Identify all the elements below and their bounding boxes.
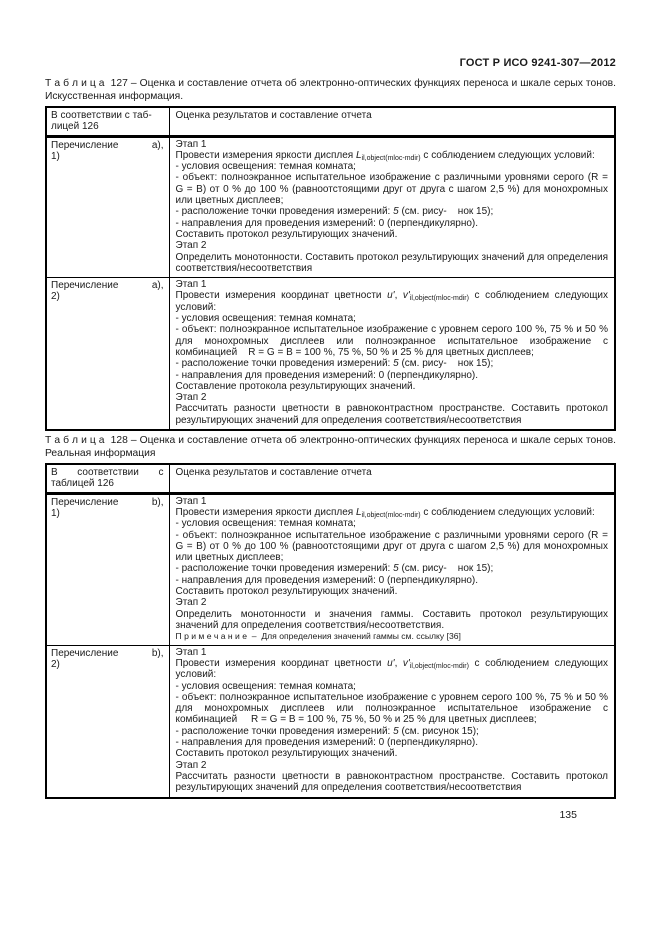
content-paragraph xyxy=(176,252,609,275)
variable: L xyxy=(355,506,362,518)
header-cell-reference: В соответствии с таблицей 126 xyxy=(46,464,169,493)
variable: 5 xyxy=(393,206,399,218)
row-label-cell: Перечисление а), 2) xyxy=(46,278,169,430)
content-paragraph xyxy=(176,748,609,759)
content-paragraph xyxy=(176,586,609,597)
gost-table xyxy=(45,106,616,431)
content-paragraph xyxy=(176,575,609,586)
content-paragraph xyxy=(176,358,609,369)
content-paragraph xyxy=(176,507,609,518)
variable: u' xyxy=(387,290,395,302)
table-row xyxy=(46,278,615,430)
text-run: Составить протокол результирующих значений. xyxy=(175,585,398,597)
gost-table xyxy=(45,463,616,799)
text-run: - расположение точки проведения измерений: xyxy=(175,358,394,370)
content-paragraph xyxy=(176,139,609,150)
content-paragraph xyxy=(176,370,609,381)
row-label-cell: Перечисление b), 2) xyxy=(46,645,169,797)
text-run: , xyxy=(394,657,403,669)
table-row xyxy=(46,493,615,645)
row-content-cell xyxy=(169,493,615,645)
row-content-cell xyxy=(169,136,615,278)
content-paragraph xyxy=(176,760,609,771)
row-content-cell xyxy=(169,645,615,797)
text-run: П р и м е ч а н и е – Для определения значений гаммы см. ссылку [36] xyxy=(175,631,461,642)
content-paragraph xyxy=(176,681,609,692)
text-run: Провести измерения координат цветности xyxy=(175,657,388,669)
text-run: (см. рису- нок 15); xyxy=(398,563,494,575)
text-run: Этап 2 xyxy=(175,597,207,609)
text-run: - объект: полноэкранное испытательное изображение с уровнем серого 100 %, 75 % и 50 % для монохромных дисплеев или полноэкранное испытательное изображение с комбинацией R = G = B = 100 %, 75 %, 50 % и 25 % для цветных дисплеев; xyxy=(175,691,608,726)
text-run: Провести измерения яркости дисплея xyxy=(175,506,356,518)
variable: v' xyxy=(402,290,410,302)
content-paragraph xyxy=(176,218,609,229)
text-run: - условия освещения: темная комната; xyxy=(175,518,356,530)
text-run: Составить протокол результирующих значений. xyxy=(175,748,398,760)
text-run: (см. рисунок 15); xyxy=(398,725,479,737)
text-run: с соблюдением следующих условий: xyxy=(420,506,595,518)
text-run: - объект: полноэкранное испытательное изображение с различными уровнями серого (R = G = B) от 0 % до 100 % (равноотстоящими друг от друга с шагом 2,5 %) для монохромных или цветных дисплеев; xyxy=(175,172,608,207)
text-run: Составить протокол результирующих значений. xyxy=(175,228,398,240)
variable: 5 xyxy=(393,563,399,575)
page-content xyxy=(45,0,616,821)
content-paragraph xyxy=(176,161,609,172)
content-paragraph xyxy=(176,658,609,681)
text-run: Провести измерения яркости дисплея xyxy=(175,149,356,161)
text-run: Определить монотонности. Составить протокол результирующих значений для определения соответствия/несоответствия xyxy=(175,251,608,274)
content-paragraph xyxy=(176,279,609,290)
subscript: il,object(mloc-mdir) xyxy=(409,295,469,303)
variable: 5 xyxy=(393,725,399,737)
content-paragraph xyxy=(176,381,609,392)
text-run: - направления для проведения измерений: 0 (перпендикулярно). xyxy=(175,217,479,229)
page-number: 135 xyxy=(559,808,577,821)
header-cell-reference: В соответствии с таб- лицей 126 xyxy=(46,107,169,136)
text-run: - направления для проведения измерений: 0 (перпендикулярно). xyxy=(175,369,479,381)
content-paragraph xyxy=(176,647,609,658)
content-paragraph xyxy=(176,206,609,217)
text-run: Этап 2 xyxy=(175,392,207,404)
text-run: - условия освещения: темная комната; xyxy=(175,680,356,692)
variable: L xyxy=(355,149,362,161)
text-run: Рассчитать разности цветности в равноконтрастном пространстве. Составить протокол результирующих значений для определения соответствия/несоответствия xyxy=(175,770,608,794)
content-paragraph xyxy=(176,771,609,794)
text-run: Составление протокола результирующих значений. xyxy=(175,380,416,392)
content-paragraph xyxy=(176,563,609,574)
text-run: Этап 1 xyxy=(175,646,207,658)
text-run: - объект: полноэкранное испытательное изображение с различными уровнями серого (R = G = B) от 0 % до 100 % (равноотстоящими друг от друга с шагом 2,5 %) для монохромных или цветных дисплеев; xyxy=(175,529,608,564)
text-run: - направления для проведения измерений: 0 (перпендикулярно). xyxy=(175,574,479,586)
text-run: (см. рису- нок 15); xyxy=(398,206,494,218)
content-paragraph xyxy=(176,392,609,403)
content-paragraph xyxy=(176,229,609,240)
text-run: с соблюдением следующих условий: xyxy=(175,290,609,313)
doc-header: ГОСТ Р ИСО 9241-307—2012 xyxy=(459,57,616,69)
subscript: il,object(mloc-mdir) xyxy=(361,511,421,519)
text-run: Этап 1 xyxy=(175,138,207,150)
text-run: Этап 1 xyxy=(175,495,207,507)
text-run: с соблюдением следующих условий: xyxy=(420,149,595,161)
row-label-cell: Перечисление b), 1) xyxy=(46,493,169,645)
content-paragraph xyxy=(176,597,609,608)
content-paragraph xyxy=(176,496,609,507)
content-paragraph xyxy=(176,313,609,324)
text-run: Этап 2 xyxy=(175,240,207,252)
text-run: с соблюдением следующих условий: xyxy=(175,657,609,681)
note-paragraph xyxy=(176,631,609,642)
text-run: - условия освещения: темная комната; xyxy=(175,161,356,173)
text-run: (см. рису- нок 15); xyxy=(398,358,494,370)
table-row xyxy=(46,136,615,278)
content-paragraph xyxy=(176,726,609,737)
text-run: Рассчитать разности цветности в равноконтрастном пространстве. Составить протокол результирующих значений для определения соответствия/несоответствия xyxy=(175,403,608,426)
variable: 5 xyxy=(393,358,399,370)
variable: u' xyxy=(387,657,395,669)
text-run: - расположение точки проведения измерений: xyxy=(175,725,394,737)
table-row xyxy=(46,645,615,797)
content-paragraph xyxy=(176,692,609,726)
table-caption: Т а б л и ц а 128 – Оценка и составление отчета об электронно-оптических функциях переноса и шкале серых тонов. Реальная информация xyxy=(45,435,616,460)
text-run: Определить монотонности и значения гаммы. Составить протокол результирующих значений для определения соответствия/несоответствия. xyxy=(175,608,608,631)
text-run: - объект: полноэкранное испытательное изображение с уровнем серого 100 %, 75 % и 50 % для монохромных дисплеев или полноэкранное испытательное изображение с комбинацией R = G = B = 100 %, 75 %, 50 % и 25 % для цветных дисплеев; xyxy=(175,324,608,358)
content-paragraph xyxy=(176,530,609,564)
content-paragraph xyxy=(176,324,609,358)
content-paragraph xyxy=(176,518,609,529)
content-paragraph xyxy=(176,290,609,313)
variable: v' xyxy=(402,657,410,669)
content-paragraph xyxy=(176,240,609,251)
text-run: , xyxy=(394,290,403,302)
content-paragraph xyxy=(176,609,609,632)
text-run: Этап 1 xyxy=(175,279,207,291)
header-cell-evaluation: Оценка результатов и составление отчета xyxy=(169,107,615,136)
row-label-cell: Перечисление а), 1) xyxy=(46,136,169,278)
text-run: Провести измерения координат цветности xyxy=(175,290,388,302)
content-paragraph xyxy=(176,172,609,206)
row-content-cell xyxy=(169,278,615,430)
content-paragraph xyxy=(176,737,609,748)
text-run: Этап 2 xyxy=(175,759,207,771)
content-paragraph xyxy=(176,403,609,426)
tables-host xyxy=(45,77,616,799)
subscript: il,object(mloc-mdir) xyxy=(409,662,469,670)
text-run: - расположение точки проведения измерений: xyxy=(175,206,394,218)
text-run: - условия освещения: темная комната; xyxy=(175,313,356,325)
table-caption: Т а б л и ц а 127 – Оценка и составление отчета об электронно-оптических функциях переноса и шкале серых тонов. Искусственная информация. xyxy=(45,78,616,102)
content-paragraph xyxy=(176,150,609,161)
text-run: - расположение точки проведения измерений: xyxy=(175,563,394,575)
text-run: - направления для проведения измерений: 0 (перпендикулярно). xyxy=(175,737,479,749)
header-cell-evaluation: Оценка результатов и составление отчета xyxy=(169,464,615,493)
subscript: il,object(mloc-mdir) xyxy=(361,154,421,162)
